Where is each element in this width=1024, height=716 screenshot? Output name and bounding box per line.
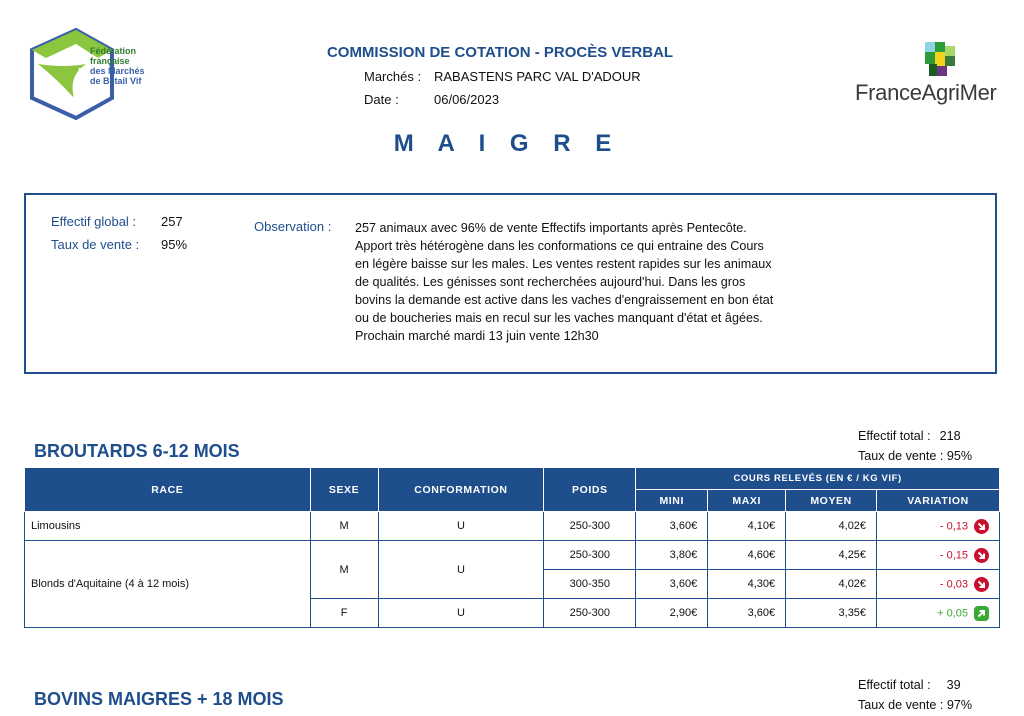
- document-title: COMMISSION DE COTATION - PROCÈS VERBAL: [326, 44, 674, 61]
- broutards-table: [24, 467, 1000, 628]
- taux-vente-label: Taux de vente :: [51, 237, 140, 252]
- cell-moyen: 4,25€: [786, 541, 877, 570]
- franceagrimer-logo: [855, 40, 1000, 110]
- cell-maxi: 4,10€: [708, 512, 786, 541]
- cell-mini: 3,80€: [636, 541, 708, 570]
- cell-mini: 3,60€: [636, 570, 708, 599]
- effectif-total-label: Effectif total :: [858, 678, 931, 692]
- bovins-title: BOVINS MAIGRES + 18 MOIS: [34, 689, 284, 709]
- col-header-cours: COURS RELEVÉS (EN € / KG VIF): [636, 468, 1000, 490]
- bovins-stats: [858, 675, 972, 715]
- col-header-race: RACE: [25, 468, 311, 512]
- table-row: [25, 512, 1000, 541]
- cell-maxi: 4,30€: [708, 570, 786, 599]
- cell-poids: 250-300: [544, 541, 636, 570]
- cell-sexe: M: [310, 512, 378, 541]
- date-value: 06/06/2023: [434, 92, 500, 107]
- observation-label: Observation :: [254, 219, 332, 234]
- cell-variation: [877, 512, 1000, 541]
- logo-line: de Bétail Vif: [90, 76, 142, 86]
- cell-conformation: U: [378, 599, 544, 628]
- cell-variation: [877, 570, 1000, 599]
- effectif-global-label: Effectif global :: [51, 214, 137, 229]
- cell-poids: 250-300: [544, 512, 636, 541]
- variation-value: + 0,05: [937, 606, 968, 619]
- franceagrimer-wordmark: FranceAgriMer: [855, 80, 997, 105]
- variation-value: - 0,13: [939, 519, 968, 532]
- cell-poids: 300-350: [544, 570, 636, 599]
- effectif-total-value: 218: [939, 429, 961, 443]
- arrow-down-icon: [974, 519, 989, 534]
- cell-race: Blonds d'Aquitaine (4 à 12 mois): [25, 541, 311, 628]
- cell-mini: 3,60€: [636, 512, 708, 541]
- date-label: Date :: [364, 92, 399, 107]
- cell-sexe: M: [310, 541, 378, 599]
- cell-moyen: 4,02€: [786, 512, 877, 541]
- taux-vente-label: Taux de vente :: [858, 698, 944, 712]
- market-value: RABASTENS PARC VAL D'ADOUR: [434, 69, 641, 84]
- arrow-down-icon: [974, 577, 989, 592]
- broutards-title: BROUTARDS 6-12 MOIS: [34, 441, 240, 461]
- variation-value: - 0,03: [939, 577, 968, 590]
- effectif-global-value: 257: [161, 214, 183, 229]
- cell-sexe: F: [310, 599, 378, 628]
- cell-poids: 250-300: [544, 599, 636, 628]
- logo-line: française: [90, 56, 130, 66]
- effectif-total-label: Effectif total :: [858, 429, 931, 443]
- col-header-poids: POIDS: [544, 468, 636, 512]
- col-header-maxi: MAXI: [708, 490, 786, 512]
- taux-vente-value: 95%: [946, 449, 973, 463]
- cell-conformation: U: [378, 512, 544, 541]
- ffmbv-logo: [28, 28, 158, 120]
- cell-variation: [877, 599, 1000, 628]
- observation-text: 257 animaux avec 96% de vente Effectifs importants après Pentecôte. Apport très hétérogène dans les conformations ce qui entraine des Cours en légère baisse sur les males. Les ventes restent rapides sur les animaux de qualités. Les génisses sont recherchées aujourd'hui. Dans les gros bovins la demande est active dans les vaches d'engraissement en bon état ou de boucheries mais en recul sur les vaches manquant d'état et âgées. Prochain marché mardi 13 juin vente 12h30: [355, 221, 774, 343]
- cell-conformation: U: [378, 541, 544, 599]
- taux-vente-value: 95%: [161, 237, 188, 252]
- col-header-mini: MINI: [636, 490, 708, 512]
- cell-moyen: 3,35€: [786, 599, 877, 628]
- col-header-moyen: MOYEN: [786, 490, 877, 512]
- cell-moyen: 4,02€: [786, 570, 877, 599]
- variation-value: - 0,15: [939, 548, 968, 561]
- col-header-variation: VARIATION: [877, 490, 1000, 512]
- col-header-conformation: CONFORMATION: [378, 468, 544, 512]
- arrow-up-icon: [974, 606, 989, 621]
- effectif-total-value: 39: [946, 678, 961, 692]
- cell-maxi: 4,60€: [708, 541, 786, 570]
- section-title: M A I G R E: [393, 130, 621, 157]
- broutards-stats: [858, 426, 972, 466]
- logo-line: des Marchés: [90, 66, 145, 76]
- market-label: Marchés :: [364, 69, 422, 84]
- cell-variation: [877, 541, 1000, 570]
- taux-vente-label: Taux de vente :: [858, 449, 944, 463]
- cell-mini: 2,90€: [636, 599, 708, 628]
- cell-maxi: 3,60€: [708, 599, 786, 628]
- logo-line: Fédération: [90, 46, 137, 56]
- cell-race: Limousins: [25, 512, 311, 541]
- table-row: [25, 541, 1000, 570]
- arrow-down-icon: [974, 548, 989, 563]
- taux-vente-value: 97%: [946, 698, 973, 712]
- col-header-sexe: SEXE: [310, 468, 378, 512]
